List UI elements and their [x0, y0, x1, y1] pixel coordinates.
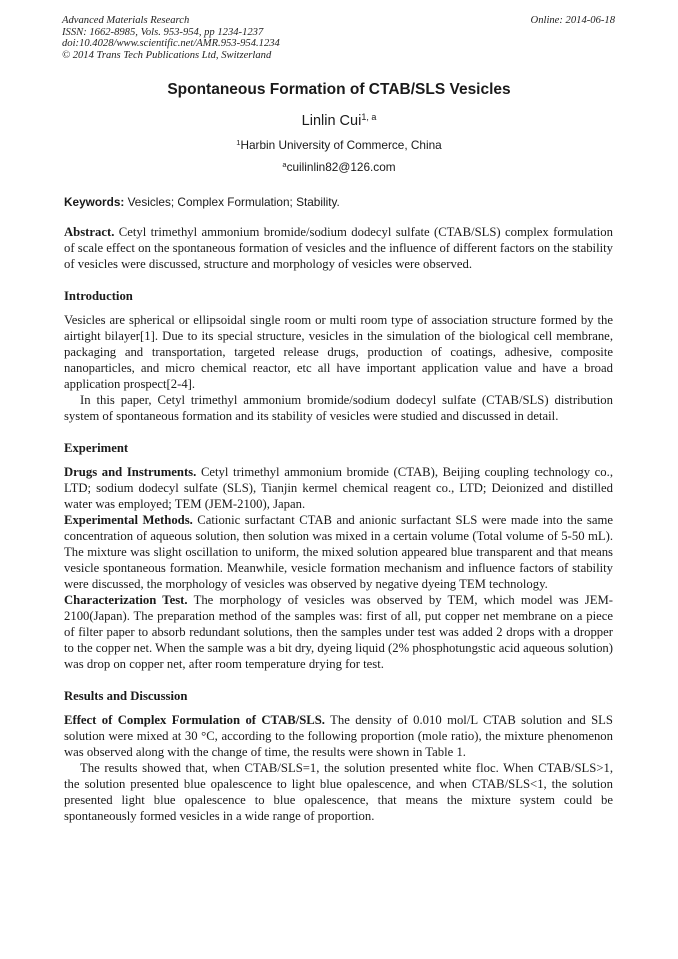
- characterization-paragraph: [64, 592, 613, 672]
- experiment-heading: Experiment: [64, 441, 129, 455]
- keywords-label: Keywords:: [64, 195, 125, 209]
- affiliation: [0, 138, 678, 154]
- author-line: [0, 113, 678, 131]
- introduction-paragraph-2: In this paper, Cetyl trimethyl ammonium bromide/sodium dodecyl sulfate (CTAB/SLS) distribution system of spontaneous formation and its stability of vesicles were studied and discussed in detail.: [64, 393, 613, 423]
- keywords: [64, 195, 340, 209]
- introduction-heading: Introduction: [64, 289, 133, 303]
- author-name: Linlin Cui: [301, 113, 362, 129]
- methods-text: Cationic surfactant CTAB and anionic surfactant SLS were made into the same concentration of aqueous solution, then solution was mixed in a certain volume (Total volume of 5-50 mL). The mixture was slight oscillation to uniform, the mixed solution appeared blue transparent and that means vesicle spontaneous formation. Meanwhile, vesicle formation mechanism and influence factors of stability were discussed, the morphology of vesicles was observed by negative dyeing TEM technology.: [64, 513, 613, 591]
- paper-body: [64, 224, 613, 824]
- effect-paragraph: [64, 712, 613, 760]
- effect-label: Effect of Complex Formulation of CTAB/SLS.: [64, 713, 325, 727]
- author-superscript: 1, a: [361, 112, 377, 122]
- email-superscript: a: [282, 160, 287, 169]
- results-heading: Results and Discussion: [64, 689, 188, 703]
- paper-title: Spontaneous Formation of CTAB/SLS Vesicles: [167, 81, 511, 98]
- drugs-label: Drugs and Instruments.: [64, 465, 197, 479]
- keywords-text: Vesicles; Complex Formulation; Stability.: [127, 195, 340, 209]
- characterization-label: Characterization Test.: [64, 593, 188, 607]
- methods-label: Experimental Methods.: [64, 513, 193, 527]
- effect-text: The density of 0.010 mol/L CTAB solution and SLS solution were mixed at 30 °C, according to the following proportion (mole ratio), the mixture phenomenon was observed along with the change of time, the results were shown in Table 1.: [64, 713, 613, 759]
- affiliation-text: Harbin University of Commerce, China: [240, 138, 442, 152]
- email-line: [0, 160, 678, 176]
- characterization-text: The morphology of vesicles was observed by TEM, which model was JEM-2100(Japan). The preparation method of the samples was: first of all, put copper net membrane on a piece of filter paper to absorb redundant solutions, then the samples under test was added 2 drops with a dropper to the copper net. When the sample was a bit dry, dyeing liquid (2% phosphotungstic acid aqueous solution) was drop on copper net, after room temperature drying for test.: [64, 593, 613, 671]
- journal-meta: [62, 15, 280, 61]
- abstract: [64, 224, 613, 272]
- abstract-text: Cetyl trimethyl ammonium bromide/sodium dodecyl sulfate (CTAB/SLS) complex formulation of scale effect on the spontaneous formation of vesicles and the influence of different factors on the stability of vesicles were discussed, structure and morphology of vesicles were observed.: [64, 225, 613, 271]
- email-text: cuilinlin82@126.com: [286, 160, 396, 174]
- affiliation-superscript: 1: [236, 138, 241, 147]
- drugs-paragraph: [64, 464, 613, 512]
- issn-line: ISSN: 1662-8985, Vols. 953-954, pp 1234-1237: [62, 26, 264, 38]
- introduction-paragraph-1: Vesicles are spherical or ellipsoidal single room or multi room type of association structure formed by the airtight bilayer[1]. Due to its special structure, vesicles in the simulation of the biological cell membrane, packaging and transportation, targeted release drugs, production of coatings, adhesive, composite nanoparticles, and micro chemical reactor, etc all have important application value and have a broad application prospect[2-4].: [64, 313, 613, 391]
- results-paragraph-2: The results showed that, when CTAB/SLS=1, the solution presented white floc. When CTAB/SLS>1, the solution presented blue opalescence to light blue opalescence, and when CTAB/SLS<1, the solution presented light blue opalescence to blue opalescence, that means the mixture system could be spontaneously formed vesicles in a wide range of proportion.: [64, 761, 613, 823]
- doi-line: doi:10.4028/www.scientific.net/AMR.953-954.1234: [62, 38, 280, 50]
- abstract-label: Abstract.: [64, 225, 115, 239]
- online-date: Online: 2014-06-18: [530, 15, 615, 26]
- drugs-text: Cetyl trimethyl ammonium bromide (CTAB), Beijing coupling technology co., LTD; sodium dodecyl sulfate (SLS), Tianjin kermel chemical reagent co., LTD; Deionized and distilled water was employed; TEM (JEM-2100), Japan.: [64, 465, 613, 511]
- copyright-line: © 2014 Trans Tech Publications Ltd, Switzerland: [62, 49, 272, 61]
- methods-paragraph: [64, 512, 613, 592]
- journal-name: Advanced Materials Research: [62, 15, 190, 26]
